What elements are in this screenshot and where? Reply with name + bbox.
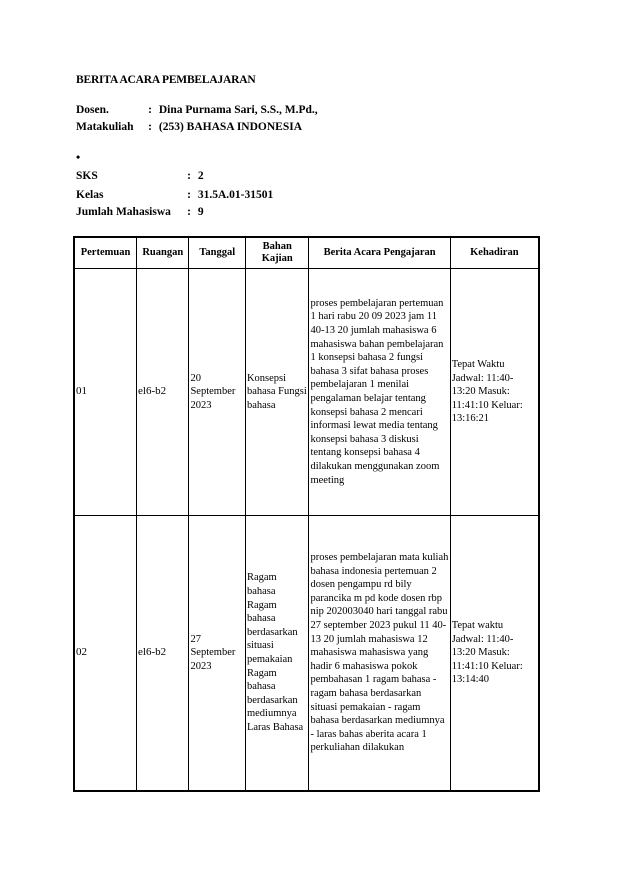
dosen-line xyxy=(76,104,318,116)
cell-berita-acara: proses pembelajaran pertemuan 1 hari rabu 20 09 2023 jam 11 40-13 20 jumlah mahasiswa 6 mahasiswa bahan pembelajaran 1 konsepsi bahasa 2 fungsi bahasa 3 sifat bahasa proses pembelajaran 1 menilai pengalaman belajar tentang konsepsi bahasa 2 mencari informasi lewat media tentang konsepsi bahasa 3 diskusi tentang konsepsi bahasa 4 dilakukan menggunakan zoom meeting xyxy=(309,269,450,516)
header-tanggal: Tanggal xyxy=(189,237,245,269)
cell-bahan-kajian: Ragam bahasa Ragam bahasa berdasarkan situasi pemakaian Ragam bahasa berdasarkan mediumnya Laras Bahasa xyxy=(245,516,309,792)
jumlah-separator: : xyxy=(187,206,191,218)
sks-line xyxy=(76,170,204,182)
jumlah-value: 9 xyxy=(197,206,204,218)
header-ruangan: Ruangan xyxy=(137,237,189,269)
cell-tanggal: 20 September 2023 xyxy=(189,269,245,516)
cell-bahan-kajian: Konsepsi bahasa Fungsi bahasa xyxy=(245,269,309,516)
matakuliah-separator: : xyxy=(148,121,152,133)
dosen-label: Dosen. xyxy=(76,104,109,116)
header-bahan-kajian: Bahan Kajian xyxy=(245,237,309,269)
header-pertemuan: Pertemuan xyxy=(74,237,137,269)
cell-tanggal: 27 September 2023 xyxy=(189,516,245,792)
cell-ruangan: el6-b2 xyxy=(137,269,189,516)
cell-kehadiran: Tepat waktu Jadwal: 11:40-13:20 Masuk: 11:41:10 Keluar: 13:14:40 xyxy=(450,516,539,792)
table-header-row xyxy=(74,237,539,269)
sks-separator: : xyxy=(187,170,191,182)
cell-pertemuan: 01 xyxy=(74,269,137,516)
cell-ruangan: el6-b2 xyxy=(137,516,189,792)
header-kehadiran: Kehadiran xyxy=(450,237,539,269)
bullet-icon: • xyxy=(76,150,81,164)
table-row xyxy=(74,269,539,516)
dosen-separator: : xyxy=(148,104,152,116)
cell-pertemuan: 02 xyxy=(74,516,137,792)
berita-acara-table xyxy=(73,236,540,792)
dosen-value: Dina Purnama Sari, S.S., M.Pd., xyxy=(158,104,318,116)
sks-label: SKS xyxy=(76,170,98,182)
header-berita-acara: Berita Acara Pengajaran xyxy=(309,237,450,269)
kelas-separator: : xyxy=(187,189,191,201)
cell-kehadiran: Tepat Waktu Jadwal: 11:40-13:20 Masuk: 11:41:10 Keluar: 13:16:21 xyxy=(450,269,539,516)
matakuliah-label: Matakuliah xyxy=(76,121,134,133)
page-title: BERITA ACARA PEMBELAJARAN xyxy=(76,74,256,86)
kelas-value: 31.5A.01-31501 xyxy=(197,189,274,201)
sks-value: 2 xyxy=(197,170,204,182)
kelas-line xyxy=(76,189,273,201)
jumlah-label: Jumlah Mahasiswa xyxy=(76,206,171,218)
matakuliah-line xyxy=(76,121,302,133)
cell-berita-acara: proses pembelajaran mata kuliah bahasa indonesia pertemuan 2 dosen pengampu rd bily parancika m pd kode dosen rbp nip 202003040 hari tanggal rabu 27 september 2023 pukul 11 40-13 20 jumlah mahasiswa 12 mahasiswa mahasiswa yang hadir 6 mahasiswa pokok pembahasan 1 ragam bahasa - ragam bahasa berdasarkan situasi pemakaian - ragam bahasa berdasarkan mediumnya - laras bahas aberita acara 1 perkuliahan dilakukan xyxy=(309,516,450,792)
table-row xyxy=(74,516,539,792)
jumlah-line xyxy=(76,206,204,218)
kelas-label: Kelas xyxy=(76,189,104,201)
matakuliah-value: (253) BAHASA INDONESIA xyxy=(158,121,303,133)
